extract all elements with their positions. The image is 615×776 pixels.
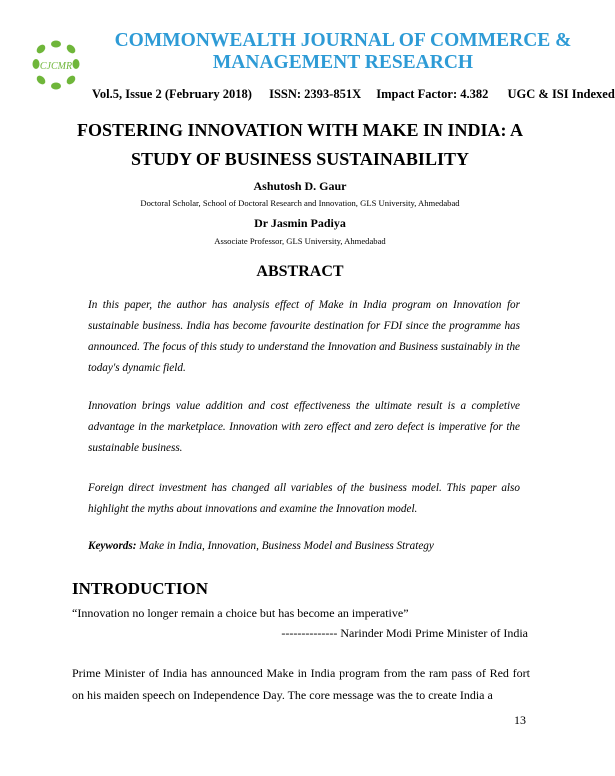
author-affiliation-2: Associate Professor, GLS University, Ahmedabad — [214, 236, 386, 246]
journal-title-line-1: COMMONWEALTH JOURNAL OF COMMERCE & — [114, 30, 572, 51]
introduction-paragraph: Prime Minister of India has announced Make in India program from the ram pass of Red fort on his maiden speech on Independence Day. The core message was the to create India a — [72, 666, 530, 702]
page-number: 13 — [514, 713, 526, 727]
author-name-2: Dr Jasmin Padiya — [254, 216, 346, 230]
abstract-paragraph-1: In this paper, the author has analysis effect of Make in India program on Innovation for sustainable business. India has become favourite destination for FDI since the programme has announced. The focus of this study to understand the Innovation and Business sustainably in the today's dynamic field. — [88, 299, 520, 374]
paper-title-line-2: STUDY OF BUSINESS SUSTAINABILITY — [131, 149, 469, 169]
keywords-line — [88, 540, 520, 552]
journal-title — [108, 30, 578, 74]
introduction-heading: INTRODUCTION — [72, 579, 209, 598]
keywords-list: Make in India, Innovation, Business Model and Business Strategy — [139, 540, 434, 552]
paper-title-line-1: FOSTERING INNOVATION WITH MAKE IN INDIA: A — [76, 120, 524, 140]
author-name-1: Ashutosh D. Gaur — [253, 179, 347, 193]
abstract-paragraph-3: Foreign direct investment has changed all variables of the business model. This paper also highlight the myths about innovations and examine the Innovation model. — [88, 482, 520, 515]
author-affiliation-1: Doctoral Scholar, School of Doctoral Research and Innovation, GLS University, Ahmedabad — [140, 198, 460, 208]
issue-info-line — [92, 87, 615, 102]
abstract-paragraph-2: Innovation brings value addition and cost effectiveness the ultimate result is a completive advantage in the marketplace. Innovation with zero effect and zero defect is imperative for the sustainable business. — [88, 400, 520, 454]
introduction-quote: “Innovation no longer remain a choice but has become an imperative” — [72, 606, 409, 620]
journal-title-line-2: MANAGEMENT RESEARCH — [212, 52, 474, 73]
keywords-label: Keywords: — [88, 540, 137, 552]
logo-lettering: CJCMR — [39, 61, 73, 72]
indexing: UGC & ISI Indexed — [507, 87, 615, 101]
paper-title — [40, 116, 560, 174]
issn: ISSN: 2393-851X — [269, 87, 362, 101]
quote-attribution: -------------- Narinder Modi Prime Minister of India — [281, 626, 528, 640]
volume-issue: Vol.5, Issue 2 (February 2018) — [92, 87, 252, 101]
impact-factor: Impact Factor: 4.382 — [376, 87, 489, 101]
journal-logo — [30, 38, 82, 94]
abstract-heading: ABSTRACT — [256, 263, 344, 280]
